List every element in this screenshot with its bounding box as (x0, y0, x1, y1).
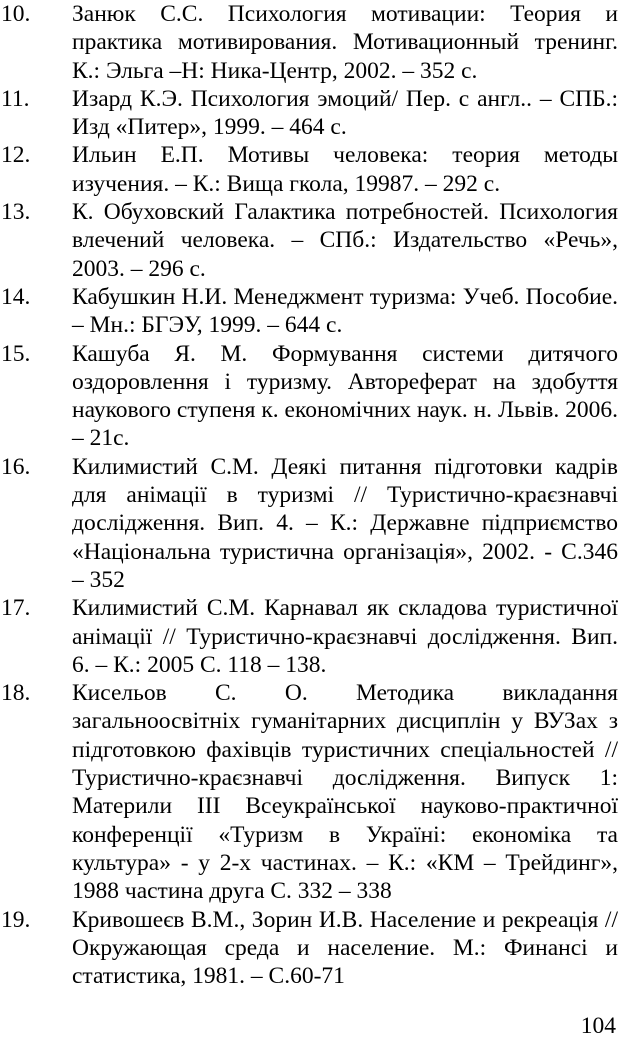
reference-item (0, 283, 620, 340)
reference-number: 14. (1, 283, 31, 310)
page-number: 104 (580, 1013, 616, 1039)
reference-number: 11. (1, 85, 30, 112)
reference-text: Занюк С.С. Психология мотивации: Теория и практика мотивирования. Мотивационный тренинг. К.: Эльга –Н: Ника-Центр, 2002. – 352 с. (72, 1, 618, 84)
reference-number: 16. (1, 453, 31, 480)
reference-item (0, 594, 620, 679)
reference-text: Килимистий С.М. Карнавал як складова туристичної анімації // Туристично-краєзнавчі дослідження. Вип. 6. – К.: 2005 С. 118 – 138. (72, 595, 618, 678)
reference-item (0, 141, 620, 198)
reference-item (0, 906, 620, 991)
reference-item (0, 340, 620, 453)
reference-number: 12. (1, 142, 31, 169)
reference-text: Кисельов С. О. Методика викладання загальноосвітніх гуманітарних дисциплін у ВУЗах з підготовкою фахівців туристичних спеціальностей // Туристично-краєзнавчі дослідження. Випуск 1: Материли ІІІ Всеукраїнської науково-практичної конференції «Туризм в Україні: економіка та культура» - у 2-х частинах. – К.: «КМ – Трейдинг», 1988 частина друга С. 332 – 338 (72, 680, 618, 905)
reference-text: Кашуба Я. М. Формування системи дитячого оздоровлення і туризму. Автореферат на здобуття наукового ступеня к. економічних наук. н. Львів. 2006. – 21с. (72, 340, 618, 452)
reference-text: Ильин Е.П. Мотивы человека: теория методы изучения. – К.: Вища гкола, 19987. – 292 с. (72, 142, 618, 197)
reference-number: 10. (1, 1, 31, 27)
reference-text: Кабушкин Н.И. Менеджмент туризма: Учеб. Пособие. – Мн.: БГЭУ, 1999. – 644 с. (72, 283, 618, 339)
reference-item (0, 85, 620, 142)
reference-number: 19. (1, 906, 31, 933)
reference-number: 17. (1, 595, 31, 622)
reference-text: К. Обуховский Галактика потребностей. Психология влечений человека. – СПб.: Издательство «Речь», 2003. – 296 с. (72, 199, 618, 282)
reference-text: Кривошеєв В.М., Зорин И.В. Население и рекреація // Окружающая среда и население. М.: Финансі и статистика, 1981. – С.60-71 (72, 906, 618, 990)
reference-number: 13. (1, 199, 31, 226)
reference-item (0, 198, 620, 283)
reference-item (0, 453, 620, 594)
reference-text: Килимистий С.М. Деякі питання підготовки кадрів для анімації в туризмі // Туристично-краєзнавчі дослідження. Вип. 4. – К.: Державне підприємство «Національна туристична організація», 2002. - С.346 – 352 (72, 453, 618, 593)
reference-item (0, 679, 620, 905)
reference-text: Изард К.Э. Психология эмоций/ Пер. с англ.. – СПБ.: Изд «Питер», 1999. – 464 с. (72, 85, 618, 141)
reference-number: 15. (1, 340, 31, 367)
reference-number: 18. (1, 680, 31, 707)
reference-item (0, 0, 620, 85)
